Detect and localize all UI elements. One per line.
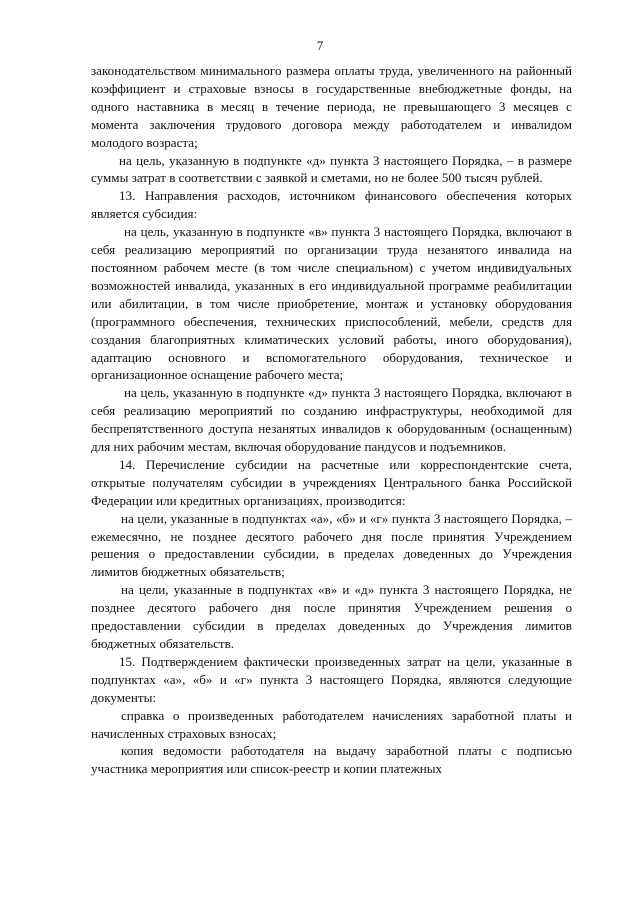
paragraph: на цели, указанные в подпунктах «в» и «д» пункта 3 настоящего Порядка, не позднее десятого рабочего дня после принятия Учреждением решения о предоставлении субсидии в пределах доведенных до Учреждения лимитов бюджетных обязательств. xyxy=(91,582,572,651)
paragraph: справка о произведенных работодателем начислениях заработной платы и начисленных страховых взносах; xyxy=(91,707,572,741)
paragraph: копия ведомости работодателя на выдачу заработной платы с подписью участника мероприятия или список-реестр и копии платежных xyxy=(91,743,572,777)
paragraph-section-13: 13. Направления расходов, источником финансового обеспечения которых является субсидия: xyxy=(91,188,572,222)
paragraph-section-15: 15. Подтверждением фактически произведенных затрат на цели, указанные в подпунктах «а», «б» и «г» пункта 3 настоящего Порядка, являются следующие документы: xyxy=(91,653,572,705)
document-body xyxy=(91,62,572,778)
page-number: 7 xyxy=(316,38,324,53)
paragraph: на цель, указанную в подпункте «д» пункта 3 настоящего Порядка, включают в себя реализацию мероприятий по созданию инфраструктуры, необходимой для беспрепятственного доступа незанятых инвалидов к оборудованным (оснащенным) для них рабочим местам, включая оборудование пандусов и подъемников. xyxy=(91,385,572,455)
paragraph: на цель, указанную в подпункте «в» пункта 3 настоящего Порядка, включают в себя реализацию мероприятий по организации труда незанятого инвалида на постоянном рабочем месте (в том числе специальном) с учетом индивидуальных возможностей инвалида, указанных в его индивидуальной программе реабилитации или абилитации, в том числе приобретение, монтаж и установку оборудования (программного обеспечения, технических приспособлений, мебели, средств для создания благоприятных климатических условий работы, иного оборудования), адаптацию основного и вспомогательного оборудования, техническое и организационное оснащение рабочего места; xyxy=(91,224,572,383)
paragraph-section-14: 14. Перечисление субсидии на расчетные или корреспондентские счета, открытые получателям субсидии в учреждениях Центрального банка Российской Федерации или кредитных организациях, производится: xyxy=(91,456,572,508)
paragraph: на цели, указанные в подпунктах «а», «б» и «г» пункта 3 настоящего Порядка, – ежемесячно, не позднее десятого рабочего дня после принятия Учреждением решения о предоставлении субсидии, в пределах доведенных до Учреждения лимитов бюджетных обязательств; xyxy=(91,510,572,580)
paragraph-continuation: законодательством минимального размера оплаты труда, увеличенного на районный коэффициент и страховые взносы в государственные внебюджетные фонды, на одного наставника в месяц в течение периода, не превышающего 3 месяцев с момента заключения трудового договора между работодателем и инвалидом молодого возраста; xyxy=(91,63,572,150)
paragraph: на цель, указанную в подпункте «д» пункта 3 настоящего Порядка, – в размере суммы затрат в соответствии с заявкой и сметами, но не более 500 тысяч рублей. xyxy=(91,152,572,186)
